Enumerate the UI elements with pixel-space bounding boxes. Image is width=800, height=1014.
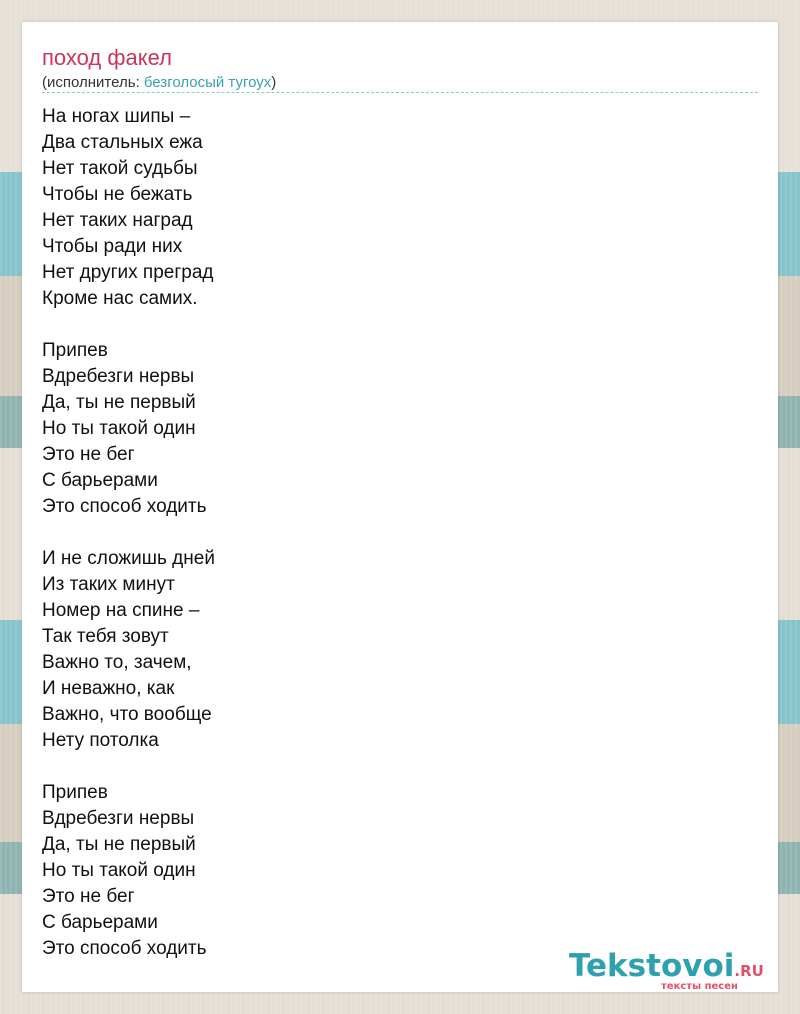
lyric-line: Припев [42,340,108,361]
lyric-line: Это не бег [42,444,135,465]
lyric-line: Важно, что вообще [42,704,212,725]
lyric-line: Да, ты не первый [42,392,196,413]
artist-line [42,73,276,93]
song-title: поход факел [42,45,172,70]
lyric-line: Чтобы не бежать [42,184,193,205]
title-divider [42,92,758,93]
lyric-line: Нет такой судьбы [42,158,198,179]
lyrics-text [42,104,215,988]
lyric-line: Да, ты не первый [42,834,196,855]
lyric-line: Нету потолка [42,730,159,751]
lyric-line: И не сложишь дней [42,548,215,569]
site-logo[interactable] [569,948,774,992]
lyric-line: Номер на спине – [42,600,200,621]
lyric-line: Нет других преград [42,262,214,283]
lyric-line: Из таких минут [42,574,175,595]
lyric-line: С барьерами [42,912,158,933]
logo-tld: .RU [734,962,764,980]
lyric-line: Вдребезги нервы [42,808,195,829]
lyric-line: На ногах шипы – [42,106,191,127]
lyrics-card [22,22,778,992]
lyric-line: Кроме нас самих. [42,288,198,309]
logo-tagline: тексты песен [661,981,738,992]
lyric-line: Два стальных ежа [42,132,203,153]
lyric-line: Вдребезги нервы [42,366,195,387]
artist-link[interactable]: безголосый тугоух [143,74,272,91]
lyric-line: Важно то, зачем, [42,652,192,673]
lyric-line: Припев [42,782,108,803]
artist-suffix: ) [271,74,277,91]
lyric-line: Но ты такой один [42,860,196,881]
lyric-line: Но ты такой один [42,418,196,439]
lyric-line: И неважно, как [42,678,175,699]
logo-main-text: Tekstovoi [569,948,735,984]
artist-prefix: (исполнитель: [42,74,144,91]
lyric-line: Нет таких наград [42,210,193,231]
lyric-line: Это способ ходить [42,938,207,959]
lyrics-stanza [42,546,215,754]
lyric-line: Чтобы ради них [42,236,183,257]
lyrics-stanza [42,338,215,520]
lyrics-stanza [42,104,215,312]
lyrics-stanza [42,780,215,962]
lyric-line: С барьерами [42,470,158,491]
lyric-line: Так тебя зовут [42,626,169,647]
lyric-line: Это способ ходить [42,496,207,517]
lyric-line: Это не бег [42,886,135,907]
